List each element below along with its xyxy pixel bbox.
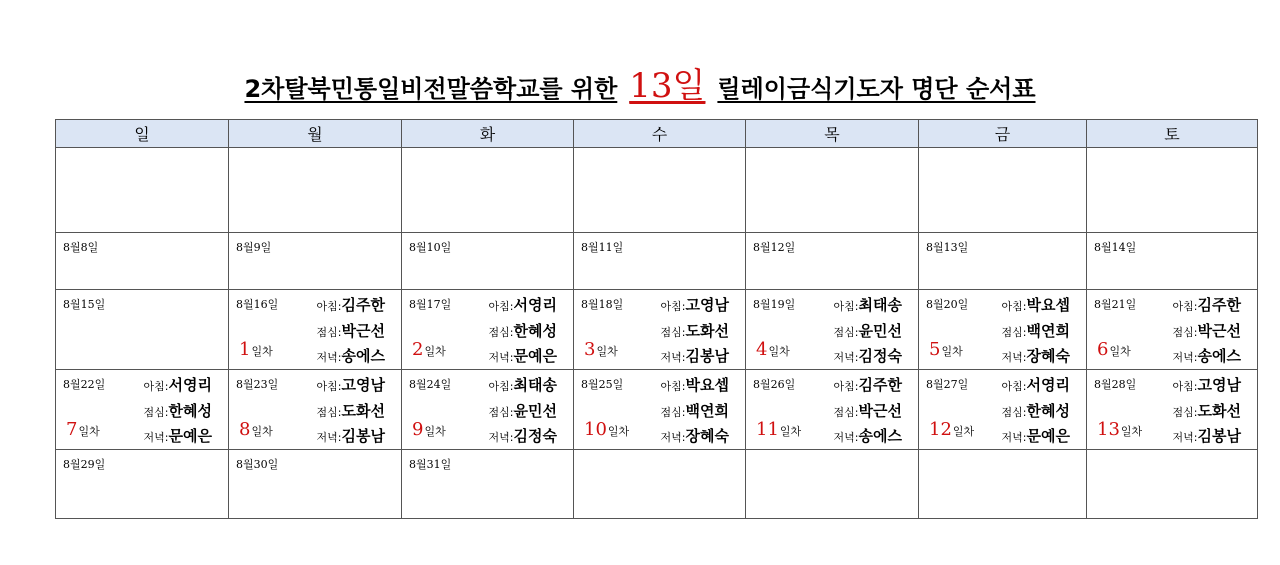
weekday-header: 화 [402, 120, 574, 148]
weekday-header: 금 [919, 120, 1087, 148]
day-count: 9 [412, 419, 424, 440]
day-cell [574, 450, 746, 519]
day-cell [56, 233, 229, 290]
day-suffix: 일차 [607, 425, 630, 438]
title-suffix: 릴레이금식기도자 명단 순서표 [717, 75, 1036, 103]
header-row [56, 120, 1258, 148]
date-label: 8월18일 [581, 298, 624, 311]
day-count: 12 [929, 419, 952, 440]
date-label: 8월30일 [236, 458, 279, 471]
evening-name: 문예은 [1026, 427, 1070, 445]
day-cell [746, 370, 919, 450]
day-count: 8 [239, 419, 251, 440]
day-cell [229, 290, 402, 370]
evening-name: 송에스 [1197, 347, 1241, 365]
lunch-entry [1002, 320, 1070, 341]
day-number [66, 419, 100, 440]
lunch-entry [661, 400, 729, 421]
morning-name: 김주한 [858, 376, 902, 394]
morning-name: 서영리 [1026, 376, 1070, 394]
day-number [412, 419, 446, 440]
day-cell [574, 290, 746, 370]
day-number [584, 339, 618, 360]
lunch-name: 윤민선 [858, 322, 902, 340]
morning-name: 최태송 [513, 376, 557, 394]
title-highlight: 13일 [629, 66, 706, 106]
evening-entry [489, 425, 557, 446]
lunch-entry [489, 400, 557, 421]
day-cell [919, 148, 1087, 233]
evening-entry [661, 425, 729, 446]
day-cell [402, 233, 574, 290]
date-label: 8월8일 [63, 241, 99, 254]
date-label: 8월11일 [581, 241, 624, 254]
day-suffix: 일차 [424, 425, 446, 438]
day-cell [1087, 148, 1258, 233]
lunch-entry [1173, 320, 1241, 341]
lunch-entry [1002, 400, 1070, 421]
day-number [1097, 339, 1131, 360]
title-prefix: 2차탈북민통일비전말씀학교를 위한 [244, 75, 618, 103]
week-row [56, 450, 1258, 519]
morning-entry [834, 374, 902, 395]
lunch-label: 점심: [316, 326, 342, 339]
lunch-label: 점심: [1001, 326, 1027, 339]
day-cell [746, 290, 919, 370]
morning-entry [1002, 294, 1070, 315]
day-count: 1 [239, 339, 251, 360]
lunch-entry [144, 400, 212, 421]
day-number [584, 419, 629, 440]
week-row [56, 290, 1258, 370]
day-cell [574, 148, 746, 233]
date-label: 8월26일 [753, 378, 796, 391]
day-cell [402, 370, 574, 450]
morning-label: 아침: [660, 300, 686, 313]
evening-label: 저녁: [833, 431, 859, 444]
lunch-label: 점심: [1172, 406, 1198, 419]
evening-entry [144, 425, 212, 446]
evening-entry [1173, 425, 1241, 446]
lunch-name: 한혜성 [513, 322, 557, 340]
weekday-header: 목 [746, 120, 919, 148]
morning-label: 아침: [143, 380, 169, 393]
morning-label: 아침: [316, 380, 342, 393]
lunch-entry [834, 400, 902, 421]
evening-name: 김봉남 [685, 347, 729, 365]
date-label: 8월10일 [409, 241, 452, 254]
morning-label: 아침: [660, 380, 686, 393]
evening-entry [489, 345, 557, 366]
evening-label: 저녁: [488, 431, 514, 444]
lunch-name: 박근선 [1197, 322, 1241, 340]
lunch-name: 한혜성 [168, 402, 212, 420]
date-label: 8월14일 [1094, 241, 1137, 254]
day-number [239, 419, 273, 440]
evening-entry [1173, 345, 1241, 366]
day-cell [56, 450, 229, 519]
date-label: 8월31일 [409, 458, 452, 471]
schedule-table [55, 119, 1258, 519]
day-suffix: 일차 [424, 345, 446, 358]
evening-label: 저녁: [660, 351, 686, 364]
evening-name: 김정숙 [513, 427, 557, 445]
week-row [56, 233, 1258, 290]
lunch-entry [317, 320, 385, 341]
day-count: 2 [412, 339, 424, 360]
morning-name: 박요셉 [1026, 296, 1070, 314]
lunch-name: 도화선 [341, 402, 385, 420]
day-cell [574, 233, 746, 290]
day-cell [229, 450, 402, 519]
evening-entry [661, 345, 729, 366]
day-cell [919, 290, 1087, 370]
morning-label: 아침: [488, 380, 514, 393]
evening-label: 저녁: [316, 351, 342, 364]
morning-label: 아침: [833, 380, 859, 393]
morning-entry [489, 374, 557, 395]
day-number [756, 419, 801, 440]
day-suffix: 일차 [596, 345, 618, 358]
evening-label: 저녁: [660, 431, 686, 444]
evening-name: 장혜숙 [1026, 347, 1070, 365]
evening-name: 송에스 [341, 347, 385, 365]
day-cell [402, 450, 574, 519]
day-cell [56, 148, 229, 233]
morning-entry [144, 374, 212, 395]
day-cell [919, 233, 1087, 290]
morning-name: 고영남 [685, 296, 729, 314]
date-label: 8월12일 [753, 241, 796, 254]
lunch-label: 점심: [660, 326, 686, 339]
lunch-entry [661, 320, 729, 341]
day-cell [1087, 233, 1258, 290]
date-label: 8월22일 [63, 378, 106, 391]
morning-entry [1173, 374, 1241, 395]
day-cell [402, 148, 574, 233]
day-cell [56, 370, 229, 450]
evening-entry [834, 345, 902, 366]
day-cell [746, 450, 919, 519]
lunch-label: 점심: [1172, 326, 1198, 339]
day-cell [746, 148, 919, 233]
day-number [412, 339, 446, 360]
morning-label: 아침: [316, 300, 342, 313]
morning-label: 아침: [833, 300, 859, 313]
evening-label: 저녁: [488, 351, 514, 364]
day-cell [229, 233, 402, 290]
day-suffix: 일차 [251, 345, 273, 358]
lunch-label: 점심: [833, 406, 859, 419]
date-label: 8월17일 [409, 298, 452, 311]
evening-name: 김봉남 [1197, 427, 1241, 445]
lunch-entry [489, 320, 557, 341]
evening-label: 저녁: [833, 351, 859, 364]
day-count: 4 [756, 339, 768, 360]
lunch-label: 점심: [488, 406, 514, 419]
day-suffix: 일차 [779, 425, 802, 438]
lunch-entry [834, 320, 902, 341]
day-number [239, 339, 273, 360]
day-count: 7 [66, 419, 78, 440]
evening-label: 저녁: [1172, 351, 1198, 364]
day-cell [746, 233, 919, 290]
day-number [929, 339, 963, 360]
day-suffix: 일차 [78, 425, 100, 438]
morning-entry [317, 294, 385, 315]
date-label: 8월21일 [1094, 298, 1137, 311]
day-cell [402, 290, 574, 370]
lunch-name: 백연희 [1026, 322, 1070, 340]
morning-entry [1002, 374, 1070, 395]
morning-label: 아침: [1172, 300, 1198, 313]
evening-entry [317, 425, 385, 446]
day-suffix: 일차 [941, 345, 963, 358]
weekday-header: 월 [229, 120, 402, 148]
weekday-header: 수 [574, 120, 746, 148]
day-cell [1087, 290, 1258, 370]
date-label: 8월9일 [236, 241, 272, 254]
morning-entry [1173, 294, 1241, 315]
date-label: 8월25일 [581, 378, 624, 391]
morning-label: 아침: [1172, 380, 1198, 393]
lunch-name: 백연희 [685, 402, 729, 420]
lunch-name: 박근선 [341, 322, 385, 340]
lunch-name: 한혜성 [1026, 402, 1070, 420]
date-label: 8월28일 [1094, 378, 1137, 391]
lunch-label: 점심: [316, 406, 342, 419]
date-label: 8월19일 [753, 298, 796, 311]
morning-entry [834, 294, 902, 315]
day-cell [229, 148, 402, 233]
morning-name: 최태송 [858, 296, 902, 314]
lunch-label: 점심: [1001, 406, 1027, 419]
day-suffix: 일차 [952, 425, 975, 438]
week-row [56, 148, 1258, 233]
day-cell [1087, 450, 1258, 519]
day-number [1097, 419, 1142, 440]
day-count: 11 [756, 419, 779, 440]
week-row [56, 370, 1258, 450]
evening-label: 저녁: [1172, 431, 1198, 444]
morning-name: 고영남 [341, 376, 385, 394]
morning-label: 아침: [1001, 380, 1027, 393]
evening-entry [834, 425, 902, 446]
lunch-name: 도화선 [685, 322, 729, 340]
evening-label: 저녁: [143, 431, 169, 444]
lunch-label: 점심: [488, 326, 514, 339]
day-count: 10 [584, 419, 607, 440]
lunch-entry [317, 400, 385, 421]
evening-name: 장혜숙 [685, 427, 729, 445]
evening-entry [1002, 425, 1070, 446]
lunch-name: 도화선 [1197, 402, 1241, 420]
morning-entry [661, 374, 729, 395]
date-label: 8월27일 [926, 378, 969, 391]
evening-entry [1002, 345, 1070, 366]
day-cell [56, 290, 229, 370]
day-count: 6 [1097, 339, 1109, 360]
lunch-name: 윤민선 [513, 402, 557, 420]
day-cell [229, 370, 402, 450]
day-number [756, 339, 790, 360]
date-label: 8월16일 [236, 298, 279, 311]
day-suffix: 일차 [1109, 345, 1131, 358]
date-label: 8월24일 [409, 378, 452, 391]
day-suffix: 일차 [251, 425, 273, 438]
lunch-label: 점심: [660, 406, 686, 419]
date-label: 8월29일 [63, 458, 106, 471]
evening-label: 저녁: [316, 431, 342, 444]
lunch-name: 박근선 [858, 402, 902, 420]
lunch-label: 점심: [833, 326, 859, 339]
day-cell [1087, 370, 1258, 450]
day-suffix: 일차 [1120, 425, 1143, 438]
day-count: 3 [584, 339, 596, 360]
evening-name: 송에스 [858, 427, 902, 445]
day-cell [574, 370, 746, 450]
day-count: 13 [1097, 419, 1120, 440]
day-number [929, 419, 974, 440]
evening-name: 김정숙 [858, 347, 902, 365]
morning-name: 서영리 [513, 296, 557, 314]
morning-name: 고영남 [1197, 376, 1241, 394]
weekday-header: 토 [1087, 120, 1258, 148]
morning-name: 서영리 [168, 376, 212, 394]
morning-label: 아침: [488, 300, 514, 313]
lunch-entry [1173, 400, 1241, 421]
weekday-header: 일 [56, 120, 229, 148]
day-suffix: 일차 [768, 345, 790, 358]
date-label: 8월13일 [926, 241, 969, 254]
day-count: 5 [929, 339, 941, 360]
morning-label: 아침: [1001, 300, 1027, 313]
morning-name: 김주한 [1197, 296, 1241, 314]
evening-label: 저녁: [1001, 351, 1027, 364]
morning-name: 박요셉 [685, 376, 729, 394]
morning-entry [317, 374, 385, 395]
day-cell [919, 450, 1087, 519]
evening-name: 김봉남 [341, 427, 385, 445]
morning-name: 김주한 [341, 296, 385, 314]
evening-name: 문예은 [513, 347, 557, 365]
lunch-label: 점심: [143, 406, 169, 419]
date-label: 8월20일 [926, 298, 969, 311]
page-title [0, 58, 1280, 107]
date-label: 8월23일 [236, 378, 279, 391]
evening-entry [317, 345, 385, 366]
day-cell [919, 370, 1087, 450]
evening-label: 저녁: [1001, 431, 1027, 444]
evening-name: 문예은 [168, 427, 212, 445]
morning-entry [661, 294, 729, 315]
date-label: 8월15일 [63, 298, 106, 311]
morning-entry [489, 294, 557, 315]
